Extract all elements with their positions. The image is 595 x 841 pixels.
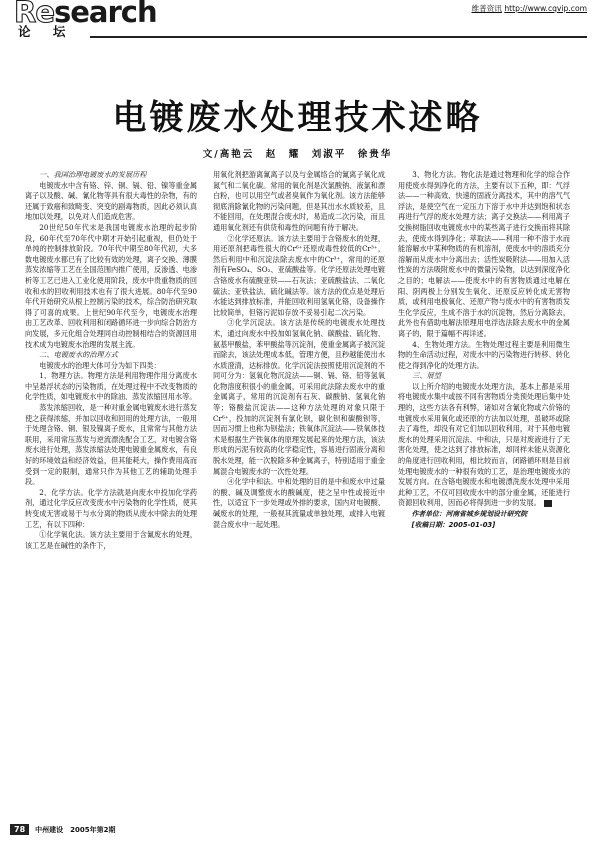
- source-url[interactable]: [472, 3, 587, 14]
- journal-issue: 中州建设 2005年第2期: [35, 825, 116, 834]
- research-logo: Research: [14, 0, 157, 29]
- text-column-3: [398, 170, 570, 530]
- body-paragraph: 4、生物处理方法。生物处理过程主要是利用微生物的生命活动过程，对废水中的污染物进行转移、转化使之得到净化的处理方法。: [398, 339, 570, 370]
- section-heading: 二、电镀废水的治理方式: [39, 350, 118, 360]
- body-paragraph: ②化学还原法。该方法主要用于含铬废水的处理，用还原剂把毒性很大的Cr⁶⁺还原成毒性较低的Cr³⁺，然后利用中和沉淀法除去废水中的Cr³⁺，常用的还原剂有FeSO₄、SO₂、亚硫酸盐等。化学还原法处理电镀含铬废水有硫酸亚铁——石灰法；亚硫酸盐法、二氧化硫法；亚铁盐法、硫化碱法等。该方法的优点是处理后水能达到排放标准，并能回收利用氢氧化铬，设备操作比较简单，但铬污泥如存放不妥易引起二次污染。: [213, 233, 385, 317]
- article-title: 电镀废水处理技术述略: [112, 98, 483, 138]
- page-header: [0, 0, 595, 40]
- body-paragraph: 电镀废水中含有铬、锌、铜、镉、铅、镍等重金属离子以及酸、碱、氰化物等具有很大毒性的杂物，有的还属于致癌和致畸变、突变的剧毒物质，因此必须认真地加以处理，以免对人们造成危害。: [25, 180, 197, 222]
- body-paragraph: 1、物理方法。物理方法是利用物理作用分离废水中呈悬浮状态的污染物质，在处理过程中不改变物质的化学性质，如电镀废水中的除油、蒸发浓缩回用水等。: [25, 371, 197, 402]
- body-paragraph: 3、物化方法。物化法是通过物理和化学的综合作用使废水得到净化的方法，主要有以下五种，即：气浮法——一种高效、快速的固液分离技术，其中的溶气气浮法，是使空气在一定压力下溶于水中并达到饱和状态再进行气浮的废水处理方法；离子交换法——利用离子交换树脂回收电镀废水中的某些离子进行交换而将其除去，使废水得到净化；萃取法——利用一种不溶于水而能溶解水中某种物质的有机溶剂，使废水中的溶质充分溶解而从废水中分离出去；活性炭吸附法——用加入活性炭的方法吸附废水中的微量污染物，以达到深度净化之目的；电解法——使废水中的有害物质通过电解在阳、阴两极上分别发生氧化、还原反应转化成无害物质，或利用电极氧化、还原产物与废水中的有害物质发生化学反应，生成不溶于水的沉淀物，然后分离除去，此外也有借助电解法原理用电浮选法除去废水中的金属离子的，限于篇幅不再详述。: [398, 170, 570, 338]
- section-heading: 三、展望: [412, 371, 441, 381]
- body-paragraph: 20世纪50年代末是我国电镀废水治理的起步阶段，60年代至70年代中期才开始引起重视，但仍处于单纯的控制排放阶段。70年代中期至80年代初，大多数电镀废水都已有了比较有效的处理，离子交换、薄膜蒸发浓缩等工艺在全国范围内推广使用，反渗透、电渗析等工艺已进入工业化使用阶段，废水中贵重物质的回收和水的回收利用技术也有了很大进展。80年代至90年代开始研究从根上控制污染的技术，综合防治研究取得了可喜的成果。上世纪90年代至今，电镀废水治理由工艺改革、回收利用和闭路循环进一步向综合防治方向发展，多元化组合处理同自动控制相结合的资源回用技术成为电镀废水治理的发展主流。: [25, 222, 197, 349]
- section-label: 论 坛: [18, 24, 75, 39]
- body-paragraph: 蒸发浓缩回收，是一种对重金属电镀废水进行蒸发使之获得浓缩，并加以回收和回用的处理方法，一般用于处理含铬、铜、银及镍离子废水，且常常与其他方法联用，采用常压蒸发与逆流漂洗配合工艺，对电镀含铬废水进行处理，蒸发浓缩法处理电镀重金属废水，有良好的环境效益和经济效益，但其能耗大，操作费用高而受到一定的限制，通常只作为其他工艺的辅助处理手段。: [25, 403, 197, 487]
- body-paragraph: 用氧化剂把游离氰离子以及与金属络合的氰离子氧化成氮气和二氧化碳。常用的氧化剂是次氯酸钠、液氯和漂白粉，也可以用空气或者臭氧作为氧化剂。该方法能够彻底消除氰化物的污染问题，但是其出水水质较差，且不能回用，在处理混合废水时，易造成二次污染，而且通用氧化剂还有供货和毒性的问题有待于解决。: [213, 170, 385, 232]
- end-mark-icon: [544, 500, 552, 507]
- header-divider: [90, 36, 587, 38]
- source-url-link[interactable]: http://www.cqvip.com: [504, 4, 587, 13]
- author-affiliation: 作者单位：河南省城乡规划设计研究院: [411, 510, 528, 518]
- text-column-1: [25, 170, 197, 551]
- source-url-label[interactable]: 维普资讯: [471, 4, 502, 13]
- article-authors: 文/高艳云 赵 耀 刘淑平 徐贵华: [202, 149, 393, 160]
- body-paragraph: 电镀废水的治理大体可分为如下四类：: [39, 360, 161, 370]
- page-footer: [10, 823, 116, 836]
- body-paragraph: ①化学氧化法。该方法主要用于含氰废水的处理，该工艺是在碱性的条件下，: [25, 530, 197, 550]
- received-date: [收稿日期：2005-01-03]: [411, 520, 496, 529]
- section-heading: 一、我国治理电镀废水的发展历程: [39, 170, 147, 179]
- body-paragraph: ④化学中和法。中和处理的目的是中和废水中过量的酸、碱及调整废水的酸碱度，使之呈中性或接近中性，以适宜下一步处理或外排的要求，国内对电镀酸、碱废水的处理，一般视其流量或单独处理，或排入电镀混合废水中一起处理。: [213, 477, 385, 529]
- text-column-2: [213, 170, 385, 530]
- body-paragraph: 2、化学方法。化学方法就是向废水中投加化学药剂，通过化学反应改变废水中污染物的化学性质，使其转变成无害或易于与水分离的物质从废水中除去的处理工艺，有以下四种：: [25, 487, 197, 529]
- body-paragraph: 以上所介绍的电镀废水处理方法，基本上都是采用将电镀废水集中或按不同有害物质分类预处理后集中处理的，这些方法各有利弊，诸如对含氰化物或六价铬的电镀废水采用氧化或还原的方法加以处理，虽破坏或除去了毒性，却没有对它们加以回收利用，对于其他电镀废水的处理采用沉淀法、中和法，只是对废液进行了无害化处理，使之达到了排放标准，却同样未能从资源化的角度进行回收利用，相比较而言，闭路循环则是目前处理电镀废水的一种很有效的工艺，是治理电镀废水的发展方向。在含铬电镀废水和电镀漂洗废水处理中采用此种工艺，不仅可回收废水中的部分重金属，还能进行资源回收利用，因而必将得到进一步的发展。: [398, 381, 570, 508]
- page-number: 78: [10, 824, 29, 835]
- body-paragraph: ③化学沉淀法。该方法是传统的电镀废水处理技术，通过向废水中投加如氢氧化钠、碳酸盐、硫化物、氨基甲酸盐，苯甲酸盐等沉淀剂，使重金属离子被沉淀而除去，该法处理成本低，管理方便，且秒越能使出水水质澄清，达标排放。化学沉淀法按照使用沉淀剂的不同可分为：氢氧化物沉淀法——铜、镉、铬、铅等氢氧化物溶度积很小的重金属，可采用此法除去废水中的重金属离子，常用的沉淀剂有石灰、碳酸钠、氢氧化钠等；铬酸盐沉淀法——这种方法处理的对象只限于Cr⁶⁺，投加的沉淀剂有氯化钡，碳化钡和碳酸钡等，因而习惯上也称为钡盐法；铁氧体沉淀法——铁氧体技术是根据生产铁氧体的原理发展起来的处理方法，该法形成的污泥有较高的化学稳定性，容易进行固液分离和脱水处理，能一次脱除多种金属离子，特别适用于重金属混合电镀废水的一次性处理。: [213, 318, 385, 476]
